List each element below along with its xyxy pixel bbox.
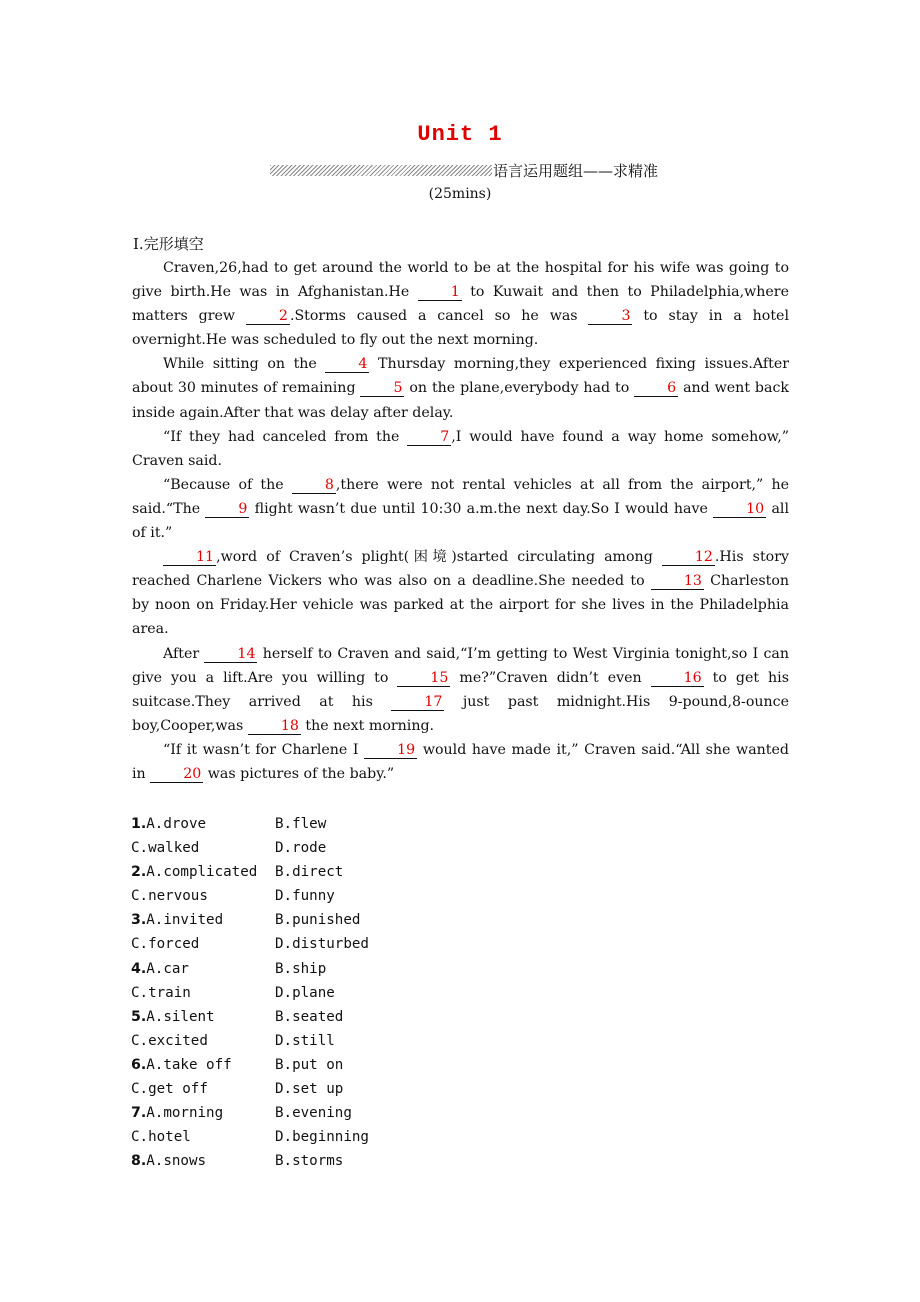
option-b[interactable]: B.evening — [275, 1105, 352, 1122]
option-d[interactable]: D.beginning — [275, 1129, 369, 1146]
option-a[interactable] — [131, 812, 275, 836]
answer-blank[interactable]: 3 — [588, 308, 632, 325]
option-c[interactable]: C.walked — [131, 840, 200, 857]
answer-blank[interactable]: 2 — [246, 308, 290, 325]
answer-options — [131, 812, 369, 1173]
passage-paragraph: After 14 herself to Craven and said,“I’m getting to West Virginia tonight,so I can give you a lift.Are you willing to 15 me?”Craven didn’t even 16 to get his suitcase.They arrived at his 17 just past midnight.His 9-pound,8-ounce boy,Cooper,was 18 the next morning. — [132, 645, 789, 734]
option-d[interactable]: D.rode — [275, 840, 327, 857]
option-b[interactable]: B.punished — [275, 912, 361, 929]
answer-blank[interactable]: 11 — [163, 549, 216, 566]
option-a[interactable] — [131, 957, 275, 981]
option-row — [131, 1101, 369, 1125]
question-number: 8. — [131, 1153, 147, 1170]
option-a-text: A.drove — [146, 816, 207, 832]
option-row — [131, 884, 369, 908]
option-row — [131, 1149, 369, 1173]
answer-blank[interactable]: 1 — [418, 284, 462, 301]
option-d[interactable]: D.disturbed — [275, 936, 369, 953]
option-row — [131, 908, 369, 932]
option-b[interactable]: B.put on — [275, 1056, 344, 1073]
hatch-decoration — [270, 165, 492, 176]
passage-paragraph: “Because of the 8 ,there were not rental vehicles at all from the airport,” he said.“The 9 flight wasn’t due until 10:30 a.m.the next day.So I would have 10 all of it.” — [132, 476, 790, 542]
cloze-passage — [132, 256, 789, 786]
page-title: Unit 1 — [417, 122, 503, 147]
answer-blank[interactable]: 14 — [204, 646, 257, 663]
answer-blank[interactable]: 6 — [634, 380, 678, 397]
passage-paragraph: Craven,26,had to get around the world to be at the hospital for his wife was going to give birth.He was in Afghanistan.He 1 to Kuwait and then to Philadelphia,where matters grew 2 .Storms caused a cancel so he was 3 to stay in a hotel overnight.He was scheduled to fly out the next morning. — [132, 260, 789, 349]
option-a-text: A.snows — [146, 1153, 207, 1170]
answer-blank[interactable]: 13 — [651, 573, 704, 590]
option-b[interactable]: B.flew — [275, 816, 327, 832]
option-b[interactable]: B.storms — [275, 1153, 344, 1170]
option-d[interactable]: D.plane — [275, 984, 335, 1001]
option-a[interactable] — [131, 1005, 275, 1029]
option-row — [131, 1005, 369, 1029]
answer-blank[interactable]: 9 — [205, 501, 249, 518]
option-row — [131, 932, 369, 956]
option-b[interactable]: B.direct — [275, 864, 344, 881]
option-a[interactable] — [131, 1053, 275, 1077]
option-row — [131, 836, 369, 860]
question-number: 5. — [131, 1008, 147, 1025]
option-c[interactable]: C.nervous — [131, 888, 208, 905]
question-number: 3. — [131, 912, 147, 929]
question-number: 7. — [131, 1105, 147, 1122]
option-row — [131, 860, 369, 884]
option-row — [131, 981, 369, 1005]
answer-blank[interactable]: 17 — [391, 694, 444, 711]
option-c[interactable]: C.hotel — [131, 1129, 191, 1146]
option-a[interactable] — [131, 908, 275, 932]
question-number: 6. — [131, 1056, 147, 1073]
passage-paragraph: While sitting on the 4 Thursday morning,they experienced fixing issues.After about 30 minutes of remaining 5 on the plane,everybody had to 6 and went back inside again.After that was delay after delay. — [132, 356, 790, 421]
answer-blank[interactable]: 10 — [713, 501, 766, 518]
option-c[interactable]: C.excited — [131, 1032, 208, 1049]
answer-blank[interactable]: 16 — [651, 670, 704, 687]
option-d[interactable]: D.funny — [275, 888, 335, 905]
option-c[interactable]: C.forced — [131, 936, 200, 953]
question-number: 2. — [131, 864, 147, 881]
option-c[interactable]: C.train — [131, 984, 191, 1001]
passage-paragraph: 11 ,word of Craven’s plight(困境)started circulating among 12 .His story reached Charlene Vickers who was also on a deadline.She needed to 13 Charleston by noon on Friday.Her vehicle was parked at the airport for she lives in the Philadelphia area. — [132, 549, 790, 638]
option-d[interactable]: D.still — [275, 1032, 335, 1049]
answer-blank[interactable]: 15 — [397, 670, 450, 687]
option-a-text: A.silent — [146, 1008, 215, 1025]
answer-blank[interactable]: 19 — [364, 742, 417, 759]
option-a[interactable] — [131, 860, 275, 884]
option-a-text: A.invited — [146, 912, 224, 929]
answer-blank[interactable]: 12 — [662, 549, 715, 566]
question-number: 4. — [131, 960, 147, 977]
passage-paragraph: “If they had canceled from the 7 ,I would have found a way home somehow,” Craven said. — [132, 428, 789, 469]
option-row — [131, 1077, 369, 1101]
option-a-text: A.morning — [146, 1105, 224, 1122]
answer-blank[interactable]: 8 — [292, 477, 336, 494]
option-a-text: A.car — [146, 960, 189, 977]
answer-blank[interactable]: 7 — [407, 429, 451, 446]
question-number: 1. — [131, 816, 147, 832]
option-row — [131, 957, 369, 981]
answer-blank[interactable]: 5 — [360, 380, 404, 397]
option-d[interactable]: D.set up — [275, 1081, 344, 1098]
option-a[interactable] — [131, 1101, 275, 1125]
option-row — [131, 1125, 369, 1149]
option-row — [131, 1029, 369, 1053]
passage-paragraph: “If it wasn’t for Charlene I 19 would have made it,” Craven said.“All she wanted in 20 was pictures of the baby.” — [132, 741, 789, 782]
answer-blank[interactable]: 4 — [325, 356, 369, 373]
subtitle-text: 语言运用题组——求精准 — [493, 162, 659, 180]
option-a[interactable] — [131, 1149, 275, 1173]
section-heading: Ⅰ.完形填空 — [133, 235, 204, 253]
option-row — [131, 812, 369, 836]
section-subtitle — [270, 160, 658, 181]
option-row — [131, 1053, 369, 1077]
option-b[interactable]: B.seated — [275, 1008, 344, 1025]
option-a-text: A.complicated — [146, 864, 258, 881]
answer-blank[interactable]: 18 — [248, 718, 301, 735]
duration-label: (25mins) — [428, 186, 492, 202]
option-b[interactable]: B.ship — [275, 960, 327, 977]
option-c[interactable]: C.get off — [131, 1081, 208, 1098]
answer-blank[interactable]: 20 — [150, 766, 203, 783]
option-a-text: A.take off — [146, 1056, 232, 1073]
